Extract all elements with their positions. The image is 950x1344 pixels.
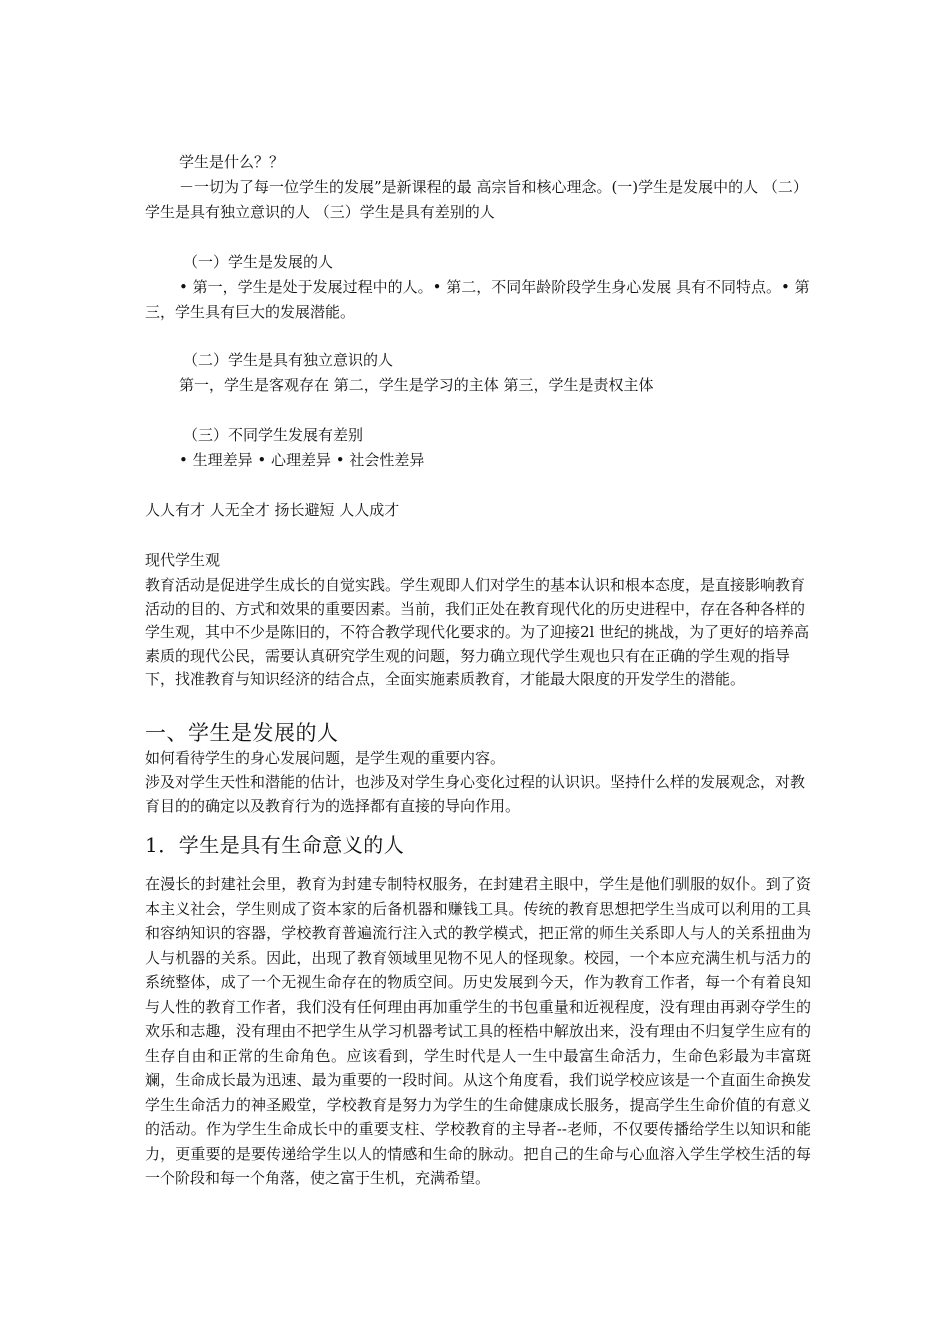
section-heading-independence: （二）学生是具有独立意识的人 [183,351,394,369]
section-body-development: • 第一，学生是处于发展过程中的人。• 第二，不同年龄阶段学生身心发展 具有不同特点。• 第三，学生具有巨大的发展潜能。 [145,278,810,321]
intro-paragraph: －一切为了每一位学生的发展”是新课程的最 高宗旨和核心理念。(一)学生是发展中的人 （二）学生是具有独立意识的人 （三）学生是具有差别的人 [145,178,808,221]
sub1-heading: 1．学生是具有生命意义的人 [145,833,405,857]
section-heading-difference: （三）不同学生发展有差别 [183,426,364,444]
motto: 人人有才 人无全才 扬长避短 人人成才 [145,501,400,519]
doc-title: 学生是什么？？ [179,153,285,171]
part1-heading: 一、学生是发展的人 [145,721,339,745]
part1-line2: 涉及对学生天性和潜能的估计，也涉及对学生身心变化过程的认识识。坚持什么样的发展观念，对教育目的的确定以及教育行为的选择都有直接的导向作用。 [145,773,806,815]
modern-body: 教育活动是促进学生成长的自觉实践。学生观即人们对学生的基本认识和根本态度，是直接影响教育活动的目的、方式和效果的重要因素。当前，我们正处在教育现代化的历史进程中，存在各种各样的学生观，其中不少是陈旧的，不符合教学现代化要求的。为了迎接2l 世纪的挑战，为了更好的培养高素质的现代公民，需要认真研究学生观的问题，努力确立现代学生观也只有在正确的学生观的指导下，找准教育与知识经济的结合点，全面实施素质教育，才能最大限度的开发学生的潜能。 [145,576,810,688]
modern-title: 现代学生观 [145,551,221,569]
section-heading-development: （一）学生是发展的人 [183,253,334,271]
part1-line1: 如何看待学生的身心发展问题，是学生观的重要内容。 [145,749,506,767]
section-body-independence: 第一，学生是客观存在 第二，学生是学习的主体 第三，学生是责权主体 [179,376,654,394]
section-body-difference: • 生理差异 • 心理差异 • 社会性差异 [179,451,425,469]
sub1-body: 在漫长的封建社会里，教育为封建专制特权服务，在封建君主眼中，学生是他们驯服的奴仆。到了资本主义社会，学生则成了资本家的后备机器和赚钱工具。传统的教育思想把学生当成可以利用的工具和容纳知识的容器，学校教育普遍流行注入式的教学模式，把正常的师生关系即人与人的关系扭曲为人与机器的关系。因此，出现了教育领域里见物不见人的怪现象。校园，一个本应充满生机与活力的系统整体，成了一个无视生命存在的物质空间。历史发展到今天，作为教育工作者，每一个有着良知与人性的教育工作者，我们没有任何理由再加重学生的书包重量和近视程度，没有理由再剥夺学生的欢乐和志趣，没有理由不把学生从学习机器考试工具的桎梏中解放出来，没有理由不归复学生应有的生存自由和正常的生命角色。应该看到，学生时代是人一生中最富生命活力，生命色彩最为丰富斑斓，生命成长最为迅速、最为重要的一段时间。从这个角度看，我们说学校应该是一个直面生命换发学生生命活力的神圣殿堂，学校教育是努力为学生的生命健康成长服务，提高学生生命价值的有意义的活动。作为学生生命成长中的重要支柱、学校教育的主导者--老师，不仅要传播给学生以知识和能力，更重要的是要传递给学生以人的情感和生命的脉动。把自己的生命与心血溶入学生学校生活的每一个阶段和每一个角落，使之富于生机，充满希望。 [145,875,811,1187]
